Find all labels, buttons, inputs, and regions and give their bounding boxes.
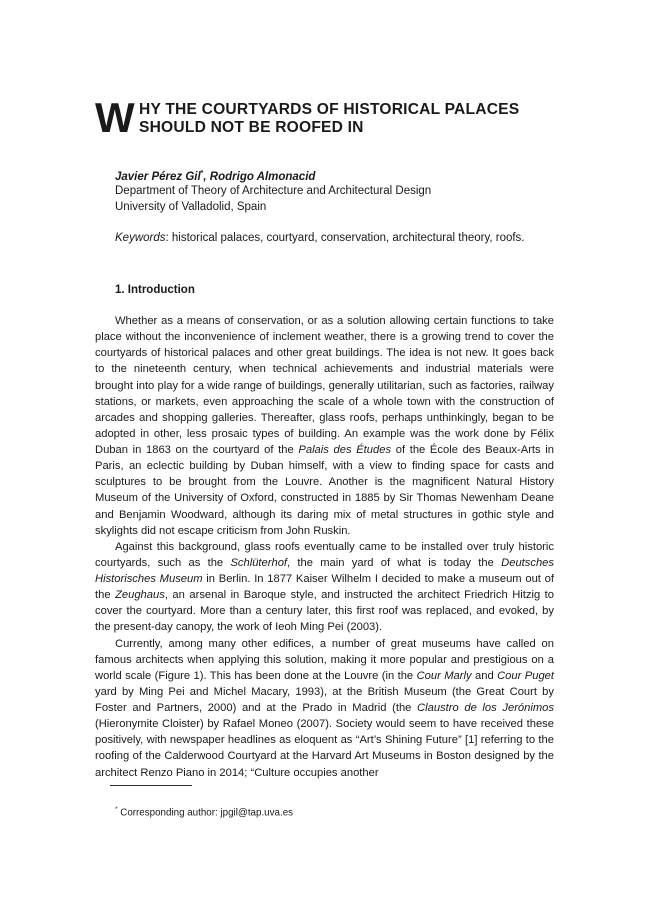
italic-term: Deutsches Historisches Museum <box>95 556 554 585</box>
section-heading-introduction: 1. Introduction <box>115 284 195 296</box>
corresponding-author-marker: * <box>200 170 204 177</box>
body-text <box>95 313 554 781</box>
text-run: and <box>471 669 498 682</box>
text-run: , an arsenal in Baroque style, and instructed the architect Friedrich Hitzig to cover the courtyard. More than a century later, this first roof was replaced, and evoked, by the present-day canopy, the work of Ieoh Ming Pei (2003). <box>95 589 554 634</box>
first-author: Javier Pérez Gil <box>115 170 201 183</box>
affiliation-department: Department of Theory of Architecture and Architectural Design <box>115 185 432 197</box>
italic-term: Palais des Études <box>298 444 392 456</box>
paragraph-1 <box>95 313 554 539</box>
author-names <box>115 166 315 185</box>
text-run: of the École des Beaux-Arts in Paris, an eclectic building by Duban himself, with a view to finding space for casts and sculptures to be brought from the Louvre. Another is the magnificent Natural History Museum of the University of Oxford, constructed in 1885 by Sir Thomas Newenham Deane and Benjamin Woodward, although its daring mix of metal structures in gothic style and skylights did not escape criticism from John Ruskin. <box>95 444 554 537</box>
footnote-text: Corresponding author: jpgil@tap.uva.es <box>117 807 294 819</box>
paper-title <box>95 94 555 142</box>
footnote <box>115 803 293 819</box>
footnote-marker: * <box>115 806 118 813</box>
keywords-line <box>115 230 525 246</box>
italic-term: Claustro de los Jerónimos <box>417 702 554 714</box>
text-run: in Berlin. In 1877 Kaiser Wilhelm I decided to make a museum out of the <box>95 573 554 602</box>
italic-term: Zeughaus <box>115 589 165 602</box>
paragraph-2 <box>95 539 554 636</box>
text-run: Whether as a means of conservation, or as a solution allowing certain functions to take place without the inconvenience of inclement weather, there is a growing trend to cover the courtyards of historical palaces and other great buildings. The idea is not new. It goes back to the nineteenth century, when technical achievements and industrial materials were brought into play for a wide range of buildings, generally utilitarian, such as factories, railway stations, or markets, even approaching the scale of a whole town with the construction of arcades and shopping galleries. Thereafter, glass roofs, perhaps unthinkingly, began to be adopted in other, less prosaic types of building. An example was the work done by Félix Duban in 1863 on the courtyard of the <box>95 315 554 456</box>
footnote-divider <box>110 785 192 786</box>
text-run: yard by Ming Pei and Michel Macary, 1993), at the British Museum (the Great Court by Foster and Partners, 2000) and at the Prado in Madrid (the <box>95 685 554 714</box>
title-drop-cap: W <box>95 94 135 141</box>
italic-term: Cour Puget <box>497 669 554 682</box>
co-author: , Rodrigo Almonacid <box>203 170 316 183</box>
affiliation-university: University of Valladolid, Spain <box>115 201 267 213</box>
text-run: Against this background, glass roofs eventually came to be installed over truly historic courtyards, such as the <box>95 540 554 569</box>
italic-term: Schlüterhof <box>230 556 288 569</box>
text-run: , the main yard of what is today the <box>287 556 502 569</box>
italic-term: Cour Marly <box>416 669 472 682</box>
title-line-1: HY THE COURTYARDS OF HISTORICAL PALACES <box>139 101 520 118</box>
keywords-text: : historical palaces, courtyard, conservation, architectural theory, roofs. <box>165 232 525 244</box>
paragraph-3 <box>95 636 554 781</box>
text-run: Currently, among many other edifices, a number of great museums have called on famous architects when applying this solution, making it more popular and prestigious on a world scale (Figure 1). This has been done at the Louvre (in the <box>95 637 554 682</box>
title-line-2: SHOULD NOT BE ROOFED IN <box>139 119 364 136</box>
keywords-label: Keywords <box>115 232 166 244</box>
text-run: (Hieronymite Cloister) by Rafael Moneo (2007). Society would seem to have received these positively, with newspaper headlines as eloquent as “Art’s Shining Future” [1] referring to the roofing of the Calderwood Courtyard at the Harvard Art Museums in Boston designed by the architect Renzo Piano in 2014; “Culture occupies another <box>95 718 554 779</box>
